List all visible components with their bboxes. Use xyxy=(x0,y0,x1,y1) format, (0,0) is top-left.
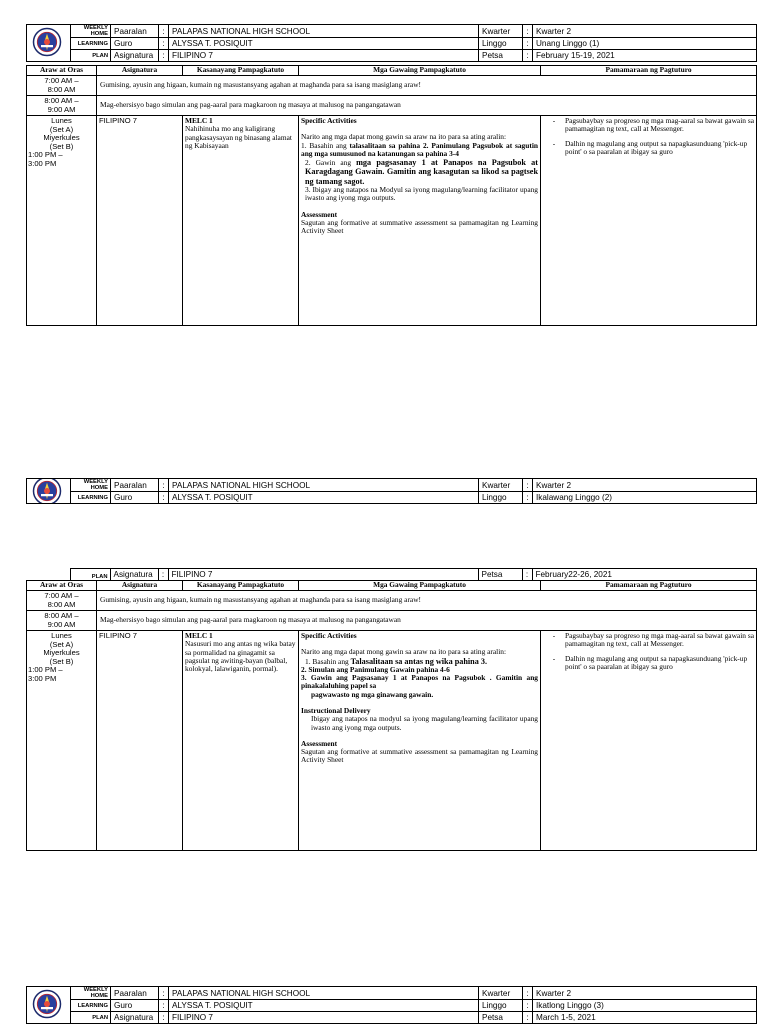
competency-cell: MELC 1 Nahihinuha mo ang kaligirang pangkasaysayan ng binasang alamat ng Kabisayaan xyxy=(183,116,299,326)
competency-cell: MELC 1 Nasusuri mo ang antas ng wika batay sa pormalidad na ginagamit sa pagsulat ng awiting-bayan (balbal, kolokyal, lalawiganin, pormal). xyxy=(183,631,299,851)
routine-text-2: Mag-ehersisyo bago simulan ang pag-aaral para magkaroon ng masaya at malusog na pangangatawan xyxy=(97,96,757,116)
deped-logo xyxy=(27,25,71,62)
col-header-subject: Asignatura xyxy=(97,66,183,76)
school-name: PALAPAS NATIONAL HIGH SCHOOL xyxy=(169,987,479,1000)
header-table-week1: WEEKLY HOME Paaralan : PALAPAS NATIONAL HIGH SCHOOL Kwarter : Kwarter 2 LEARNING Guro : ALYSSA T. POSIQUIT Linggo : Unang Linggo (1) PLAN Asignatura : FILIPINO 7 Petsa : February 15-19, 2021 xyxy=(26,24,757,62)
school-name: PALAPAS NATIONAL HIGH SCHOOL xyxy=(169,25,479,38)
col-header-delivery: Pamamaraan ng Pagtuturo xyxy=(541,66,757,76)
delivery-cell: - Pagsubaybay sa progreso ng mga mag-aaral sa bawat gawain sa pamamagitan ng text, call at Messenger. - Dalhin ng magulang ang output sa napagkasunduang 'pick-up point' o sa paaralan at ibigay sa guro xyxy=(541,116,757,326)
subject-value: FILIPINO 7 xyxy=(169,1012,479,1024)
guro-label: Guro xyxy=(111,1000,159,1012)
activities-cell: Specific Activities Narito ang mga dapat mong gawin sa araw na ito para sa ating aralin: 1. Basahin ang Talasalitaan sa antas ng wika pahina 3. 2. Simulan ang Panimulang Gawain pahina 4-6 3. Gawin ang Pagsasanay 1 at Panapos na Pagsubok . Gamitin ang pinakalaluhing papel sa pagwawasto ng mga ginawang gawain. Instructional Delivery Ibigay ang natapos na modyul sa iyong magulang/learning facilitator upang iwasto ang iyong mga outputs. Assessment Sagutan ang formative at summative assessment sa pamamagitan ng Learning Activity Sheet xyxy=(299,631,541,851)
col-header-activities: Mga Gawaing Pampagkatuto xyxy=(299,66,541,76)
paaralan-label: Paaralan xyxy=(111,479,159,492)
col-header-competency: Kasanayang Pampagkatuto xyxy=(183,66,299,76)
header-table-week2: WEEKLY HOME Paaralan : PALAPAS NATIONAL HIGH SCHOOL Kwarter : Kwarter 2 LEARNING Guro : ALYSSA T. POSIQUIT Linggo : Ikalawang Linggo (2) xyxy=(26,478,757,504)
schedule-cell: Lunes (Set A) Miyerkules (Set B) 1:00 PM – 3:00 PM xyxy=(27,116,97,326)
date-value: February 15-19, 2021 xyxy=(533,50,757,62)
label-weekly-home: WEEKLY HOME xyxy=(71,479,111,492)
col-header-time: Araw at Oras xyxy=(27,581,97,591)
col-header-competency: Kasanayang Pampagkatuto xyxy=(183,581,299,591)
guro-label: Guro xyxy=(111,38,159,50)
petsa-label: Petsa xyxy=(479,50,523,62)
plan-table-week1 xyxy=(26,65,757,326)
label-learning: LEARNING xyxy=(71,492,111,504)
label-plan: PLAN xyxy=(70,569,110,581)
week-value: Ikatlong Linggo (3) xyxy=(533,1000,757,1012)
col-header-subject: Asignatura xyxy=(97,581,183,591)
routine-text-1: Gumising, ayusin ang higaan, kumain ng masustansyang agahan at maghanda para sa isang masiglang araw! xyxy=(97,591,757,611)
subject-value: FILIPINO 7 xyxy=(169,50,479,62)
col-header-time: Araw at Oras xyxy=(27,66,97,76)
label-learning: LEARNING xyxy=(71,1000,111,1012)
routine-text-2: Mag-ehersisyo bago simulan ang pag-aaral para magkaroon ng masaya at malusog na pangangatawan xyxy=(97,611,757,631)
subject-value: FILIPINO 7 xyxy=(168,569,478,581)
teacher-name: ALYSSA T. POSIQUIT xyxy=(169,38,479,50)
activities-cell: Specific Activities Narito ang mga dapat mong gawin sa araw na ito para sa ating aralin: 1. Basahin ang talasalitaan sa pahina 2. Panimulang Pagsubok at sagutin ang mga sumusunod na katanungan sa pahina 3-4 2. Gawin ang mga pagsasanay 1 at Panapos na Pagsubok at Karagdagang Gawain. Gamitin ang kasagutan sa likod sa pagtsek ng tamang sagot. 3. Ibigay ang natapos na Modyul sa iyong magulang/learning facilitator upang iwasto ang iyong mga outputs. Assessment Sagutan ang formative at summative assessment sa pamamagitan ng Learning Activity Sheet xyxy=(299,116,541,326)
asignatura-label: Asignatura xyxy=(110,569,158,581)
teacher-name: ALYSSA T. POSIQUIT xyxy=(169,1000,479,1012)
week-value: Unang Linggo (1) xyxy=(533,38,757,50)
deped-seal-icon xyxy=(32,479,62,504)
asignatura-label: Asignatura xyxy=(111,1012,159,1024)
date-value: February22-26, 2021 xyxy=(532,569,756,581)
plan-table-week2 xyxy=(26,580,757,851)
subject-cell: FILIPINO 7 xyxy=(97,116,183,326)
deped-logo xyxy=(27,987,71,1024)
subject-cell: FILIPINO 7 xyxy=(97,631,183,851)
linggo-label: Linggo xyxy=(479,492,523,504)
kwarter-label: Kwarter xyxy=(479,479,523,492)
deped-seal-icon xyxy=(32,27,62,57)
label-weekly-home: WEEKLY HOME xyxy=(71,987,111,1000)
time-slot-2: 8:00 AM – 9:00 AM xyxy=(27,611,97,631)
col-header-delivery: Pamamaraan ng Pagtuturo xyxy=(541,581,757,591)
quarter-value: Kwarter 2 xyxy=(533,25,757,38)
label-weekly-home: WEEKLY HOME xyxy=(71,25,111,38)
label-plan: PLAN xyxy=(71,50,111,62)
schedule-cell: Lunes (Set A) Miyerkules (Set B) 1:00 PM – 3:00 PM xyxy=(27,631,97,851)
date-value: March 1-5, 2021 xyxy=(533,1012,757,1024)
quarter-value: Kwarter 2 xyxy=(533,479,757,492)
paaralan-label: Paaralan xyxy=(111,987,159,1000)
time-slot-1: 7:00 AM – 8:00 AM xyxy=(27,76,97,96)
guro-label: Guro xyxy=(111,492,159,504)
deped-logo xyxy=(27,479,71,504)
header-table-week3: WEEKLY HOME Paaralan : PALAPAS NATIONAL HIGH SCHOOL Kwarter : Kwarter 2 LEARNING Guro : ALYSSA T. POSIQUIT Linggo : Ikatlong Linggo (3) PLAN Asignatura : FILIPINO 7 Petsa : March 1-5, 2021 xyxy=(26,986,757,1024)
col-header-activities: Mga Gawaing Pampagkatuto xyxy=(299,581,541,591)
kwarter-label: Kwarter xyxy=(479,987,523,1000)
label-learning: LEARNING xyxy=(71,38,111,50)
linggo-label: Linggo xyxy=(479,38,523,50)
school-name: PALAPAS NATIONAL HIGH SCHOOL xyxy=(169,479,479,492)
asignatura-label: Asignatura xyxy=(111,50,159,62)
routine-text-1: Gumising, ayusin ang higaan, kumain ng masustansyang agahan at maghanda para sa isang masiglang araw! xyxy=(97,76,757,96)
petsa-label: Petsa xyxy=(478,569,522,581)
kwarter-label: Kwarter xyxy=(479,25,523,38)
time-slot-2: 8:00 AM – 9:00 AM xyxy=(27,96,97,116)
delivery-cell: - Pagsubaybay sa progreso ng mga mag-aaral sa bawat gawain sa pamamagitan ng text, call at Messenger. - Dalhin ng magulang ang output sa napagkasunduang 'pick-up point' o sa paaralan at ibigay sa guro xyxy=(541,631,757,851)
teacher-name: ALYSSA T. POSIQUIT xyxy=(169,492,479,504)
deped-seal-icon xyxy=(32,989,62,1019)
header-table-week2-cont: PLAN Asignatura : FILIPINO 7 Petsa : February22-26, 2021 xyxy=(26,568,757,581)
linggo-label: Linggo xyxy=(479,1000,523,1012)
time-slot-1: 7:00 AM – 8:00 AM xyxy=(27,591,97,611)
petsa-label: Petsa xyxy=(479,1012,523,1024)
label-plan: PLAN xyxy=(71,1012,111,1024)
quarter-value: Kwarter 2 xyxy=(533,987,757,1000)
week-value: Ikalawang Linggo (2) xyxy=(533,492,757,504)
paaralan-label: Paaralan xyxy=(111,25,159,38)
